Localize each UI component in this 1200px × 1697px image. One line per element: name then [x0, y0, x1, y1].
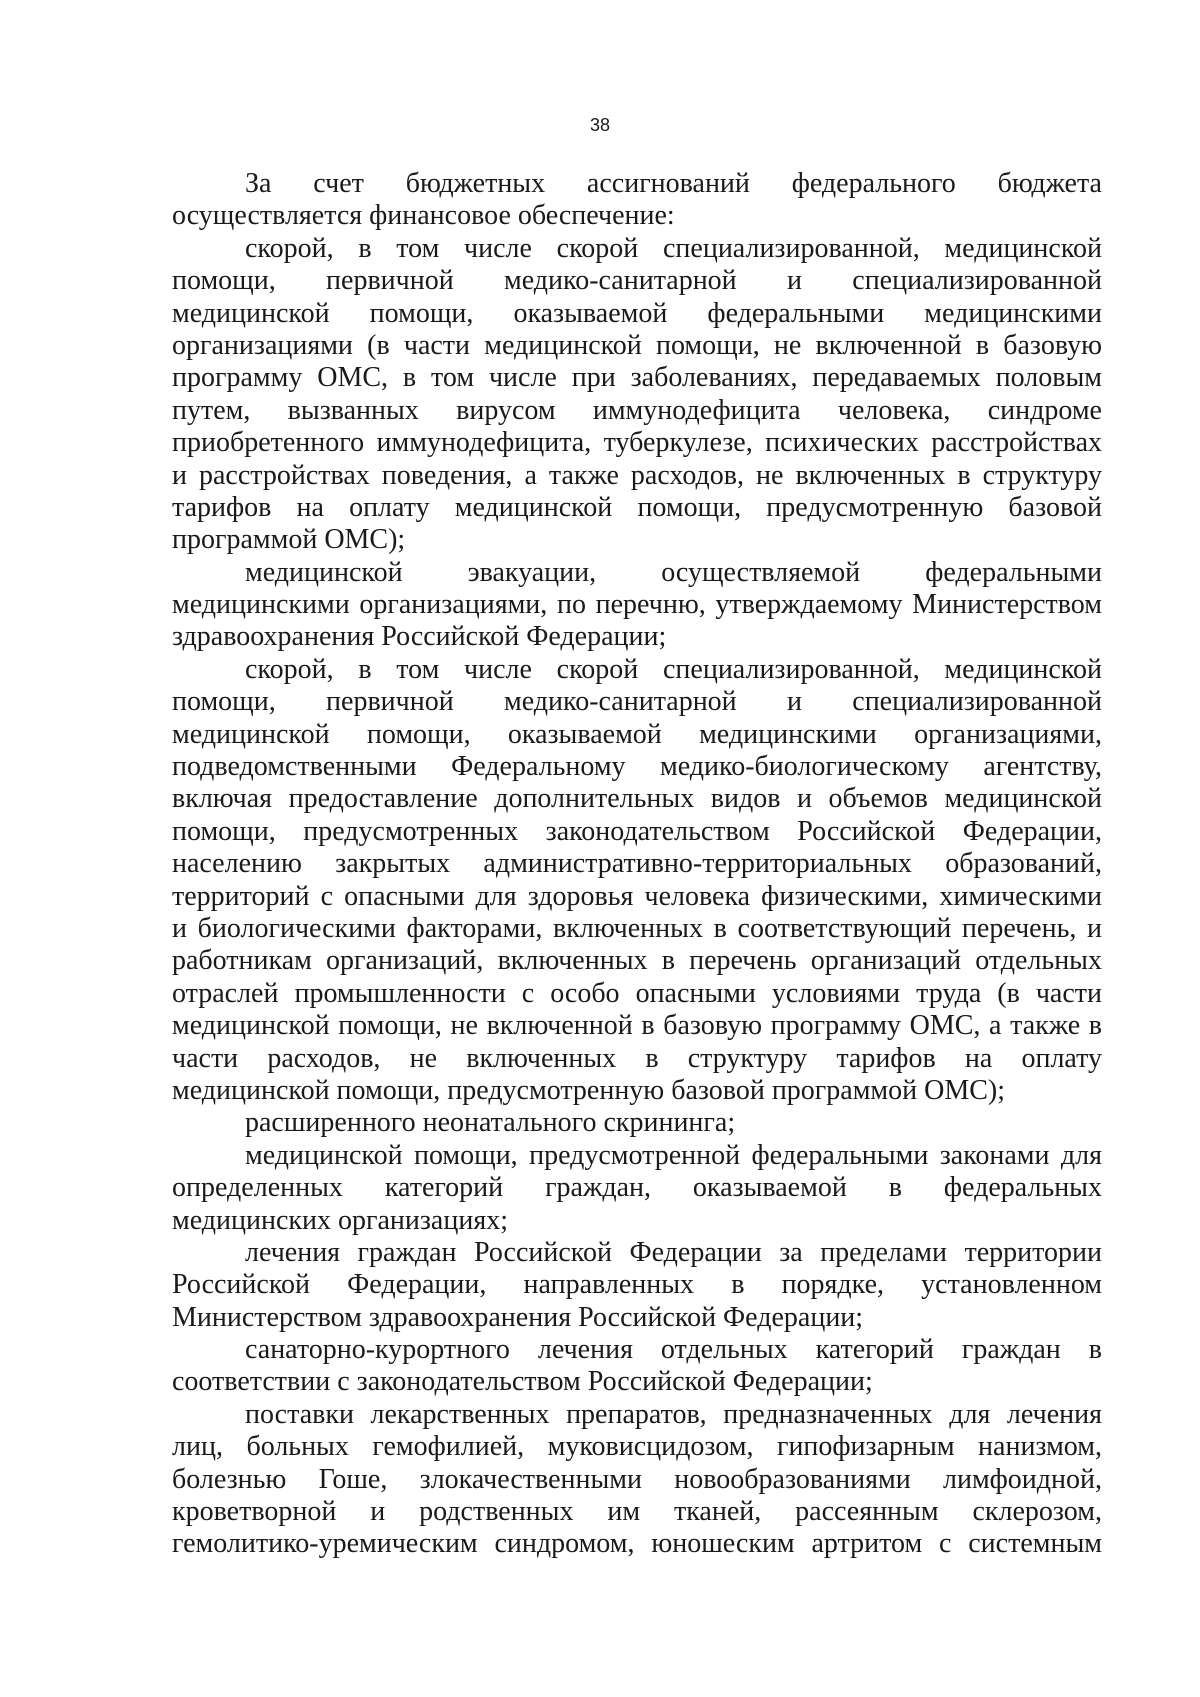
text-line: приобретенного иммунодефицита, туберкулезе, психических расстройствах [172, 427, 1102, 459]
paragraph [172, 654, 1102, 1107]
text-line: лиц, больных гемофилией, муковисцидозом, гипофизарным нанизмом, [172, 1431, 1102, 1463]
text-line: и биологическими факторами, включенных в соответствующий перечень, и [172, 912, 1102, 944]
text-line: скорой, в том числе скорой специализированной, медицинской [245, 653, 1102, 685]
paragraph [172, 1237, 1102, 1334]
text-line: Российской Федерации, направленных в порядке, установленном [172, 1269, 1102, 1301]
text-line: помощи, предусмотренных законодательством Российской Федерации, [172, 815, 1102, 847]
text-line: кроветворной и родственных им тканей, рассеянным склерозом, [172, 1496, 1102, 1528]
text-line: болезнью Гоше, злокачественными новообразованиями лимфоидной, [172, 1463, 1102, 1495]
paragraph [172, 1107, 1102, 1139]
text-line: медицинскими организациями, по перечню, утверждаемому Министерством [172, 589, 1102, 621]
text-line: работникам организаций, включенных в перечень организаций отдельных [172, 945, 1102, 977]
paragraph [172, 1399, 1102, 1561]
text-line: определенных категорий граждан, оказываемой в федеральных [172, 1172, 1102, 1204]
text-line: соответствии с законодательством Российской Федерации; [172, 1366, 873, 1398]
text-line: медицинской помощи, оказываемой федеральными медицинскими [172, 297, 1102, 329]
text-line: населению закрытых административно-территориальных образований, [172, 848, 1102, 880]
paragraph [172, 1334, 1102, 1399]
text-line: медицинских организациях; [172, 1204, 508, 1236]
text-line: тарифов на оплату медицинской помощи, предусмотренную базовой [172, 491, 1102, 523]
text-line: медицинской помощи, оказываемой медицинскими организациями, [172, 718, 1102, 750]
text-line: гемолитико-уремическим синдромом, юношеским артритом с системным [172, 1528, 1102, 1560]
text-line: медицинской помощи, не включенной в базовую программу ОМС, а также в [172, 1010, 1102, 1042]
text-line: территорий с опасными для здоровья человека физическими, химическими [172, 880, 1102, 912]
text-line: программой ОМС); [172, 524, 406, 556]
paragraph [172, 557, 1102, 654]
paragraph [172, 233, 1102, 557]
text-line: части расходов, не включенных в структуру тарифов на оплату [172, 1042, 1102, 1074]
text-line: и расстройствах поведения, а также расходов, не включенных в структуру [172, 459, 1102, 491]
text-line: организациями (в части медицинской помощи, не включенной в базовую [172, 329, 1102, 361]
text-line: включая предоставление дополнительных видов и объемов медицинской [172, 783, 1102, 815]
text-line: программу ОМС, в том числе при заболеваниях, передаваемых половым [172, 362, 1102, 394]
text-line: медицинской помощи, предусмотренной федеральными законами для [245, 1139, 1102, 1171]
text-line: подведомственными Федеральному медико-биологическому агентству, [172, 751, 1102, 783]
text-line: поставки лекарственных препаратов, предназначенных для лечения [245, 1398, 1102, 1430]
document-body [172, 168, 1102, 1561]
page-number: 38 [589, 115, 611, 135]
text-line: путем, вызванных вирусом иммунодефицита человека, синдроме [172, 394, 1102, 426]
text-line: скорой, в том числе скорой специализированной, медицинской [245, 232, 1102, 264]
text-line: Министерством здравоохранения Российской Федерации; [172, 1301, 864, 1333]
paragraph [172, 168, 1102, 233]
paragraph [172, 1140, 1102, 1237]
text-line: санаторно-курортного лечения отдельных категорий граждан в [245, 1334, 1102, 1366]
text-line: За счет бюджетных ассигнований федерального бюджета [245, 168, 1102, 199]
text-line: помощи, первичной медико-санитарной и специализированной [172, 686, 1102, 718]
text-line: здравоохранения Российской Федерации; [172, 621, 667, 653]
text-line: расширенного неонатального скрининга; [245, 1107, 736, 1139]
text-line: осуществляется финансовое обеспечение: [172, 200, 675, 232]
text-line: отраслей промышленности с особо опасными условиями труда (в части [172, 977, 1102, 1009]
text-line: лечения граждан Российской Федерации за пределами территории [245, 1236, 1102, 1268]
text-line: медицинской помощи, предусмотренную базовой программой ОМС); [172, 1074, 1006, 1106]
text-line: помощи, первичной медико-санитарной и специализированной [172, 265, 1102, 297]
text-line: медицинской эвакуации, осуществляемой федеральными [245, 556, 1102, 588]
